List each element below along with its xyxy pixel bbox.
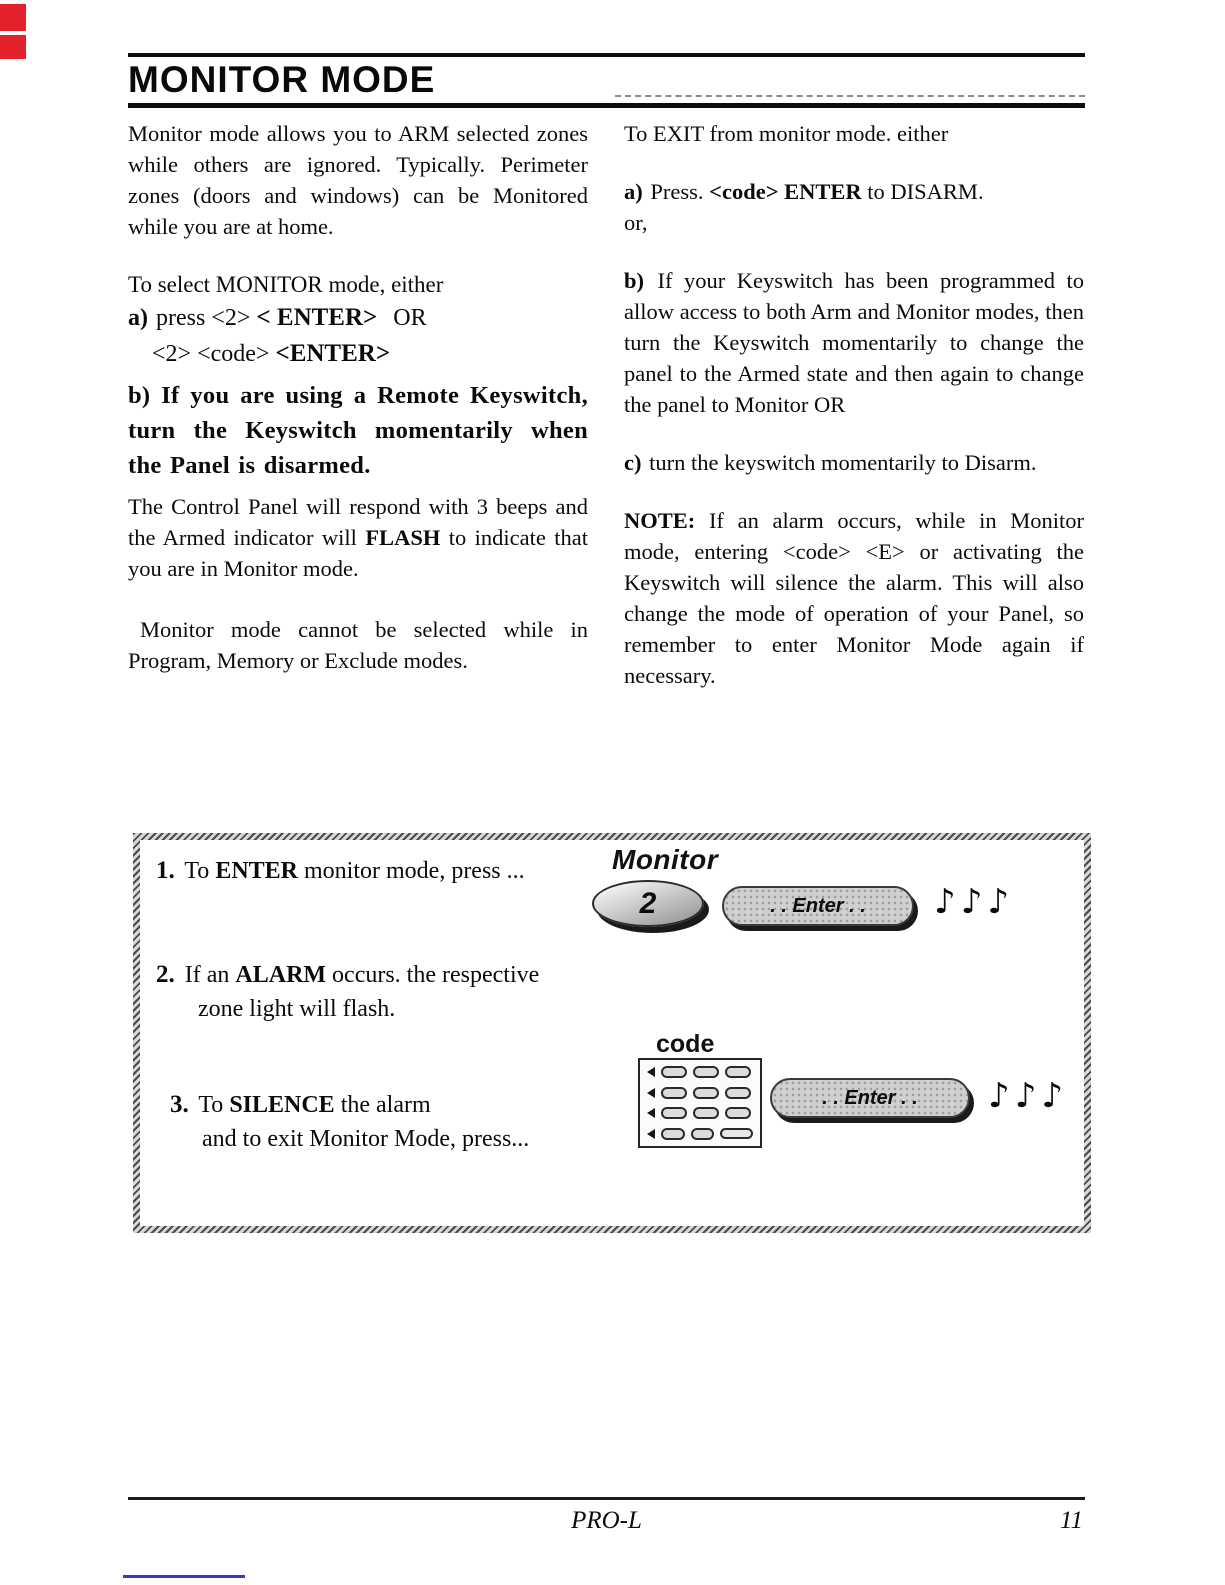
- paragraph-exit-option-b: [624, 265, 1084, 420]
- text-segment: To: [192, 1092, 230, 1118]
- paragraph-exit-intro: To EXIT from monitor mode. either: [624, 121, 949, 146]
- keypad-arrow-icon: [647, 1088, 655, 1098]
- right-column: [624, 118, 1084, 718]
- footer-doc-name: PRO-L: [571, 1507, 642, 1534]
- keypad-key: [725, 1066, 751, 1078]
- text-segment: To: [178, 858, 216, 884]
- option-label: a): [128, 305, 148, 331]
- text-segment: If an alarm occurs, while in Monitor mode, entering <code> <E> or activating the Keyswitch will silence the alarm. This will also change the mode of operation of your Panel, so remember to enter Monitor Mode again if necessary.: [624, 508, 1084, 688]
- text-segment: zone light will flash.: [198, 996, 396, 1022]
- text-segment: If an: [178, 962, 236, 988]
- keypad-key: [661, 1107, 687, 1119]
- instruction-box-inner: [140, 840, 1084, 1226]
- keypad-key: [725, 1107, 751, 1119]
- keypad-arrow-icon: [647, 1067, 655, 1077]
- scan-artifact-red-mark: [0, 4, 26, 31]
- key-code-text: < ENTER>: [256, 304, 378, 331]
- text-segment: to DISARM.: [861, 179, 984, 204]
- enter-button-graphic: [722, 886, 914, 926]
- paragraph-exit-option-a: [624, 176, 1084, 238]
- keypad-key: [691, 1128, 715, 1140]
- text-segment: to indicate that you are in Monitor mode.: [128, 525, 588, 581]
- keypad-key: [725, 1087, 751, 1099]
- beep-notes-icon: ♪♪♪: [988, 1076, 1069, 1116]
- text-segment: Press.: [644, 179, 710, 204]
- paragraph-select-mode: [128, 269, 588, 372]
- paragraph-monitor-intro: Monitor mode allows you to ARM selected zones while others are ignored. Typically. Perimeter zones (doors and windows) can be Monitored while you are at home.: [128, 121, 588, 239]
- scan-artifact-blue-underline: [123, 1575, 245, 1578]
- keypad-row: [647, 1066, 753, 1078]
- paragraph-note: [624, 505, 1084, 691]
- code-key-label: code: [656, 1030, 715, 1058]
- paragraph-option-b: b) If you are using a Remote Keyswitch, turn the Keyswitch momentarily when the Panel is disarmed.: [128, 382, 588, 479]
- note-label: NOTE:: [624, 508, 696, 533]
- text-segment: or,: [624, 210, 648, 235]
- key-code-text: <ENTER>: [275, 340, 391, 367]
- step-3-text: [170, 1088, 529, 1156]
- paragraph-panel-response: [128, 491, 588, 584]
- keypad-key: [661, 1128, 685, 1140]
- footer-page-number: 11: [1059, 1507, 1083, 1534]
- option-a-line: [128, 305, 427, 331]
- keypad-key: [720, 1128, 753, 1139]
- text-segment: and to exit Monitor Mode, press...: [202, 1126, 530, 1152]
- page-title: MONITOR MODE: [128, 59, 436, 100]
- keypad-arrow-icon: [647, 1129, 655, 1139]
- text-segment: The Control Panel will respond with 3 beeps and the Armed indicator will: [128, 494, 588, 550]
- enter-button-label: . . Enter . .: [770, 894, 866, 917]
- keypad-row: [647, 1107, 753, 1119]
- keypad-row: [647, 1128, 753, 1140]
- keypad-key: [661, 1066, 687, 1078]
- keypad-graphic: [638, 1058, 762, 1148]
- header-rule-top: [128, 53, 1085, 57]
- text-segment: OR: [393, 305, 427, 331]
- enter-button-graphic: [770, 1078, 970, 1118]
- step-2-text: [156, 958, 539, 1026]
- keypad-row: [647, 1087, 753, 1099]
- keypad-key: [693, 1066, 719, 1078]
- option-a-line2: [152, 341, 390, 367]
- paragraph-exit-option-c: [624, 447, 1084, 478]
- text-segment: press <2>: [150, 305, 257, 331]
- emphasis-silence: SILENCE: [229, 1092, 335, 1118]
- step-1-text: [156, 854, 525, 888]
- beep-notes-icon: ♪♪♪: [934, 882, 1015, 922]
- scan-artifact-red-mark: [0, 35, 26, 59]
- keypad-key: [661, 1087, 687, 1099]
- keypad-key: [693, 1087, 719, 1099]
- option-label: c): [624, 450, 642, 475]
- instruction-box: [133, 833, 1091, 1233]
- emphasis-enter: ENTER: [215, 858, 298, 884]
- footer-rule: [128, 1497, 1085, 1500]
- text-segment: monitor mode, press ...: [298, 858, 525, 884]
- text-segment: If your Keyswitch has been programmed to allow access to both Arm and Monitor modes, then turn the Keyswitch momentarily to change the panel to the Armed state and then again to change the panel to Monitor OR: [624, 268, 1084, 417]
- left-column: [128, 118, 588, 718]
- keypad-arrow-icon: [647, 1108, 655, 1118]
- text-segment: turn the keyswitch momentarily to Disarm.: [643, 450, 1037, 475]
- emphasis-alarm: ALARM: [235, 962, 327, 988]
- keypad-key: [693, 1107, 719, 1119]
- enter-button-label: . . Enter . .: [822, 1086, 918, 1109]
- paragraph-cannot-select: Monitor mode cannot be selected while in Program, Memory or Exclude modes.: [128, 617, 588, 673]
- text-segment: occurs. the respective: [326, 962, 540, 988]
- body-columns: [128, 118, 1085, 718]
- text-segment: <2> <code>: [152, 341, 276, 367]
- step-number: 1.: [156, 857, 175, 884]
- monitor-key-label: Monitor: [612, 844, 719, 875]
- option-label: a): [624, 179, 643, 204]
- step-number: 3.: [170, 1091, 189, 1118]
- key-2-label: 2: [639, 886, 657, 920]
- header-rule-bottom: [128, 103, 1085, 108]
- scan-artifact-dashes: [615, 95, 1085, 97]
- section-header: [128, 53, 1085, 108]
- text-segment: To select MONITOR mode, either: [128, 272, 444, 297]
- page-footer: [128, 1497, 1085, 1547]
- emphasis-flash: FLASH: [365, 525, 441, 550]
- key-2-button-graphic: [592, 880, 704, 927]
- option-label: b): [624, 268, 645, 293]
- text-segment: the alarm: [334, 1092, 431, 1118]
- step-number: 2.: [156, 961, 175, 988]
- key-code-text: <code> ENTER: [709, 179, 862, 204]
